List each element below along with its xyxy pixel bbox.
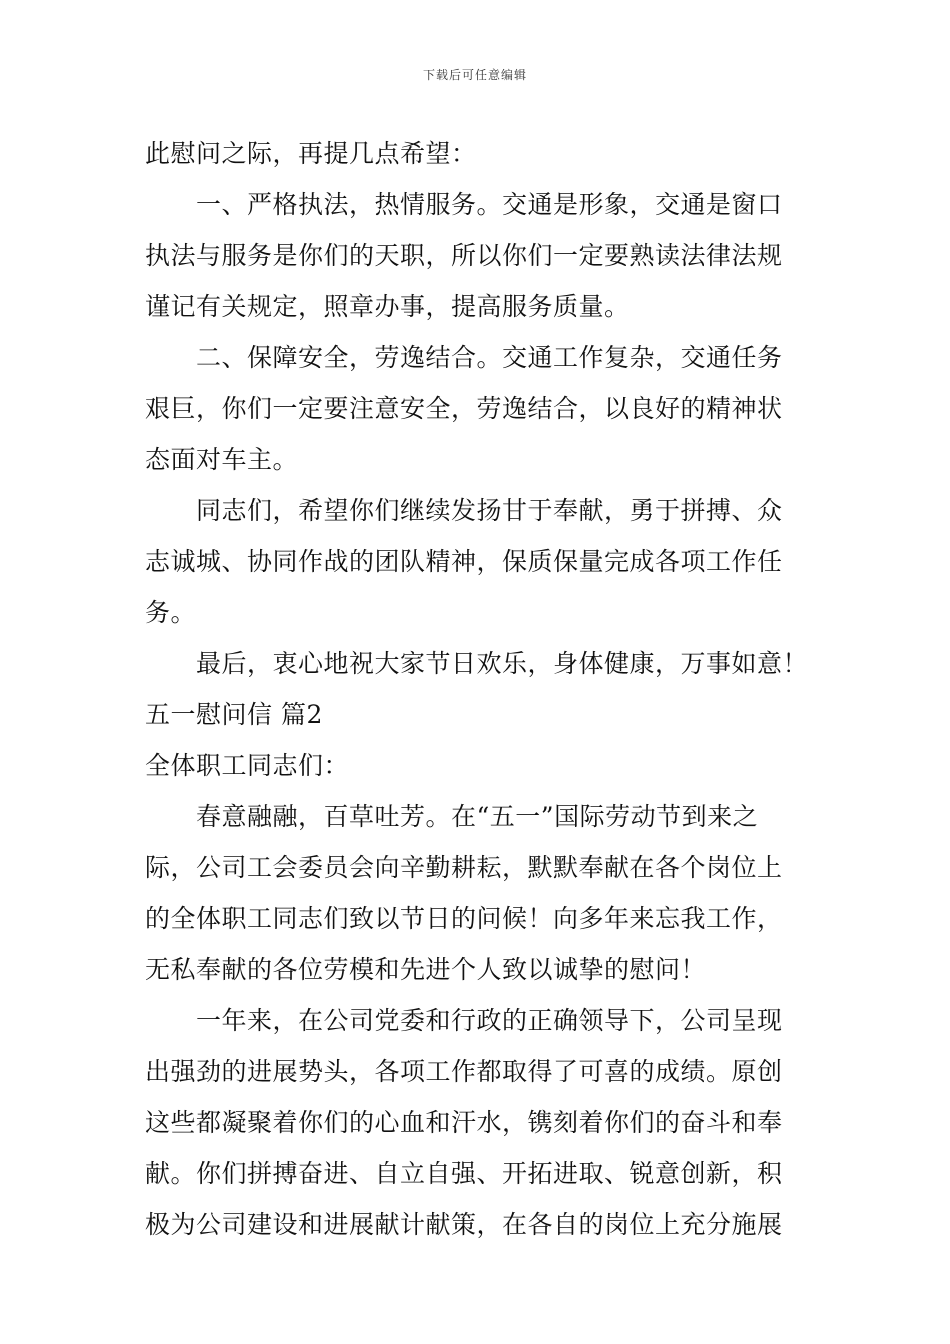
text-line: 态面对车主。	[145, 445, 299, 474]
text-line: 春意融融，百草吐芳。在“五一”国际劳动节到来之	[196, 802, 759, 831]
text-line: 务。	[145, 598, 197, 627]
text-line: 艰巨，你们一定要注意安全，劳逸结合，以良好的精神状	[145, 394, 783, 423]
text-line: 献。你们拼搏奋进、自立自强、开拓进取、锐意创新，积	[145, 1159, 783, 1188]
text-line: 这些都凝聚着你们的心血和汗水，镌刻着你们的奋斗和奉	[145, 1108, 783, 1137]
page-header-note: 下载后可任意编辑	[422, 68, 527, 82]
text-line: 的全体职工同志们致以节日的问候！向多年来忘我工作，	[145, 904, 783, 933]
text-line: 出强劲的进展势头，各项工作都取得了可喜的成绩。原创	[145, 1057, 783, 1086]
salutation: 全体职工同志们：	[145, 751, 350, 780]
text-line: 此慰问之际，再提几点希望：	[145, 139, 477, 168]
text-line: 无私奉献的各位劳模和先进个人致以诚挚的慰问！	[145, 955, 707, 984]
text-line: 一、严格执法，热情服务。交通是形象，交通是窗口	[196, 190, 783, 219]
text-line: 执法与服务是你们的天职，所以你们一定要熟读法律法规	[145, 241, 783, 270]
text-line: 志诚城、协同作战的团队精神，保质保量完成各项工作任	[145, 547, 783, 576]
text-line: 最后，衷心地祝大家节日欢乐，身体健康，万事如意！	[196, 649, 809, 678]
text-line: 二、保障安全，劳逸结合。交通工作复杂，交通任务	[196, 343, 783, 372]
section-heading: 五一慰问信 篇2	[145, 700, 323, 729]
text-line: 谨记有关规定，照章办事，提高服务质量。	[145, 292, 630, 321]
text-line: 极为公司建设和进展献计献策，在各自的岗位上充分施展	[145, 1210, 783, 1239]
document-body	[145, 128, 810, 1250]
text-line: 际，公司工会委员会向辛勤耕耘，默默奉献在各个岗位上	[145, 853, 783, 882]
text-line: 一年来，在公司党委和行政的正确领导下，公司呈现	[196, 1006, 783, 1035]
text-line: 同志们，希望你们继续发扬甘于奉献，勇于拼搏、众	[196, 496, 783, 525]
